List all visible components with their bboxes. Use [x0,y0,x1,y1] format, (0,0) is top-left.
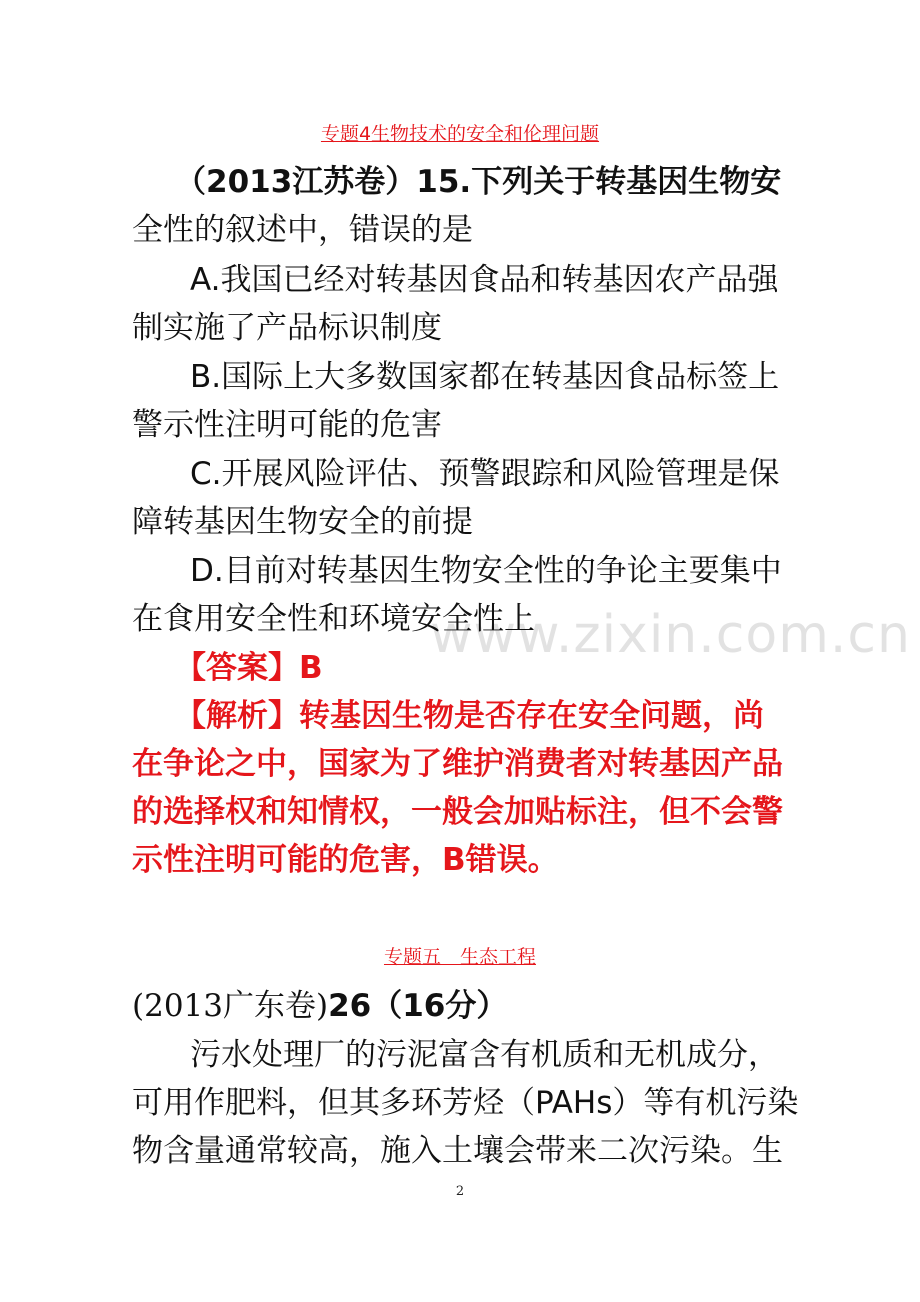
paragraph-line-3: 物含量通常较高，施入土壤会带来二次污染。生 [132,1133,783,1169]
paragraph-line-2: 可用作肥料，但其多环芳烃（PAHs）等有机污染 [132,1085,799,1121]
page-number: 2 [455,1184,465,1199]
option-b-line-1: B.国际上大多数国家都在转基因食品标签上 [190,359,780,395]
option-b-line-2: 警示性注明可能的危害 [132,407,442,443]
paragraph-line-1: 污水处理厂的污泥富含有机质和无机成分， [190,1037,779,1073]
option-d-line-1: D.目前对转基因生物安全性的争论主要集中 [190,553,782,589]
question-source-suffix: 26（16分） [328,988,508,1024]
analysis-line-4: 示性注明可能的危害，B错误。 [132,842,559,878]
section-heading-2: 专题五 生态工程 [383,946,536,968]
option-c-line-2: 障转基因生物安全的前提 [132,504,473,540]
question-line-2: 全性的叙述中，错误的是 [132,212,473,248]
question-source-prefix: (2013广东卷) [132,988,329,1024]
question-source [132,984,920,1028]
option-d-line-2: 在食用安全性和环境安全性上 [132,601,535,637]
section-heading-1: 专题4生物技术的安全和伦理问题 [320,123,600,145]
analysis-line-1: 【解析】转基因生物是否存在安全问题，尚 [175,698,764,734]
analysis-line-2: 在争论之中，国家为了维护消费者对转基因产品 [132,746,783,782]
analysis-line-3: 的选择权和知情权，一般会加贴标注，但不会警 [132,794,783,830]
watermark: www.zixin.com.cn [430,605,911,665]
answer-line: 【答案】B [175,650,323,686]
option-c-line-1: C.开展风险评估、预警跟踪和风险管理是保 [190,456,780,492]
option-a-line-1: A.我国已经对转基因食品和转基因农产品强 [190,262,779,298]
option-a-line-2: 制实施了产品标识制度 [132,310,442,346]
question-line-1: （2013江苏卷）15.下列关于转基因生物安 [175,164,782,200]
